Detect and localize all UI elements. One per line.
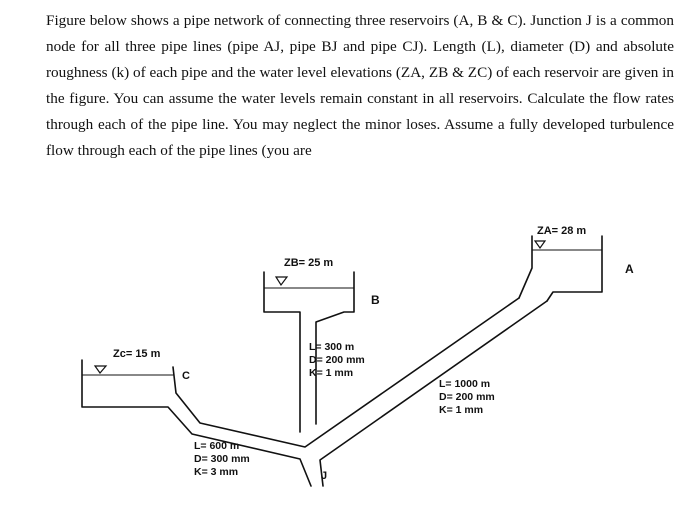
reservoir-b-name: B	[371, 293, 380, 307]
water-level-symbol-b	[276, 277, 287, 285]
pipe-aj-diameter: D= 200 mm	[439, 391, 495, 403]
reservoir-a-elevation: ZA= 28 m	[537, 225, 587, 237]
pipe-aj-length: L= 1000 m	[439, 378, 491, 390]
pipe-bj-diameter: D= 200 mm	[309, 354, 365, 366]
pipe-aj-roughness: K= 1 mm	[439, 404, 484, 416]
problem-paragraph: Figure below shows a pipe network of connecting three reservoirs (A, B & C). Junction J is a common node for all three pipe lines (pipe AJ, pipe BJ and pipe CJ). Length (L), diameter (D) and absolute roughness (k) of each pipe and the water level elevations (ZA, ZB & ZC) of each reservoir are given in the figure. You can assume the water levels remain constant in all reservoirs. Calculate the flow rates through each of the pipe line. You may neglect the minor loses. Assume a fully developed turbulence flow through each of the pipe lines (you are	[46, 12, 674, 159]
pipe-bj-length: L= 300 m	[309, 341, 355, 353]
junction-j-label: J	[321, 470, 328, 482]
reservoir-a-name: A	[625, 262, 634, 276]
pipe-bj-roughness: K= 1 mm	[309, 367, 354, 379]
reservoir-c-name: C	[182, 370, 190, 382]
water-level-symbol-a	[535, 241, 545, 248]
reservoir-a-tank	[519, 236, 602, 301]
water-level-symbol-c	[95, 366, 106, 373]
reservoir-b-elevation: ZB= 25 m	[284, 257, 334, 269]
pipe-cj-diameter: D= 300 mm	[194, 453, 250, 465]
reservoir-c-elevation: Zc= 15 m	[113, 348, 161, 360]
pipe-cj-length: L= 600 m	[194, 440, 240, 452]
pipe-cj-roughness: K= 3 mm	[194, 466, 239, 478]
